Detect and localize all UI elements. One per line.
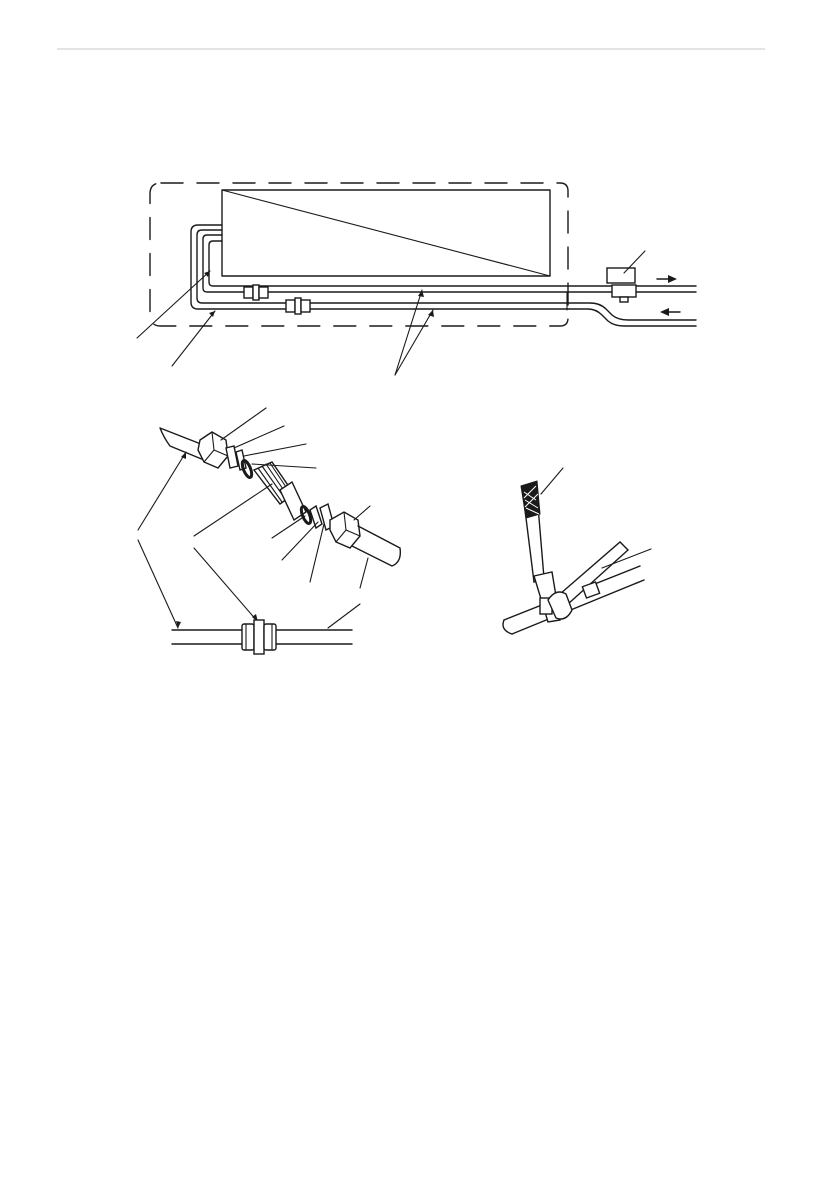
o-ring-left — [240, 459, 253, 478]
installation-overview-figure — [137, 183, 696, 375]
pipe-joint-lower — [286, 298, 310, 314]
leader-right-nut — [354, 506, 370, 520]
leader-outer-pipe-tip — [209, 311, 215, 317]
leader-pipes-a-tip — [418, 290, 424, 297]
leader-fitting-d — [310, 524, 324, 582]
leader-left-pipe — [138, 452, 186, 530]
pipe-joint-exploded-figure — [138, 408, 400, 628]
leader-right-pipe — [360, 558, 368, 588]
arrow-left-icon — [660, 308, 680, 316]
leader-left-pipe-b — [138, 540, 178, 628]
leader-inner-pipe — [137, 271, 210, 338]
o-ring-right — [299, 505, 312, 524]
leader-union-b — [194, 548, 258, 622]
leader-pipes-b — [395, 310, 433, 375]
wrench-pipe — [504, 566, 644, 634]
wrench-pipe-end — [503, 620, 512, 634]
indoor-unit-diagonal — [222, 190, 550, 276]
joint-assembled-figure — [172, 620, 352, 654]
leader-union — [194, 484, 272, 536]
leader-outer-pipe — [172, 311, 215, 366]
fitting-a — [226, 446, 238, 468]
leader-fitting-b — [244, 444, 306, 456]
leader-fitting-a — [234, 426, 284, 448]
leader-right-pipe-b — [328, 604, 360, 628]
spanner-icon — [548, 542, 628, 619]
leader-o-ring-right — [272, 516, 305, 538]
leader-flare-nut — [221, 408, 266, 440]
dashed-outline — [150, 183, 568, 326]
wrench-grip — [521, 481, 540, 518]
leader-torque-wrench — [541, 468, 563, 494]
pipe-joint-upper — [244, 285, 268, 300]
service-valve — [607, 268, 636, 302]
wrench-tightening-figure — [503, 468, 651, 634]
arrow-right-icon — [657, 275, 677, 283]
